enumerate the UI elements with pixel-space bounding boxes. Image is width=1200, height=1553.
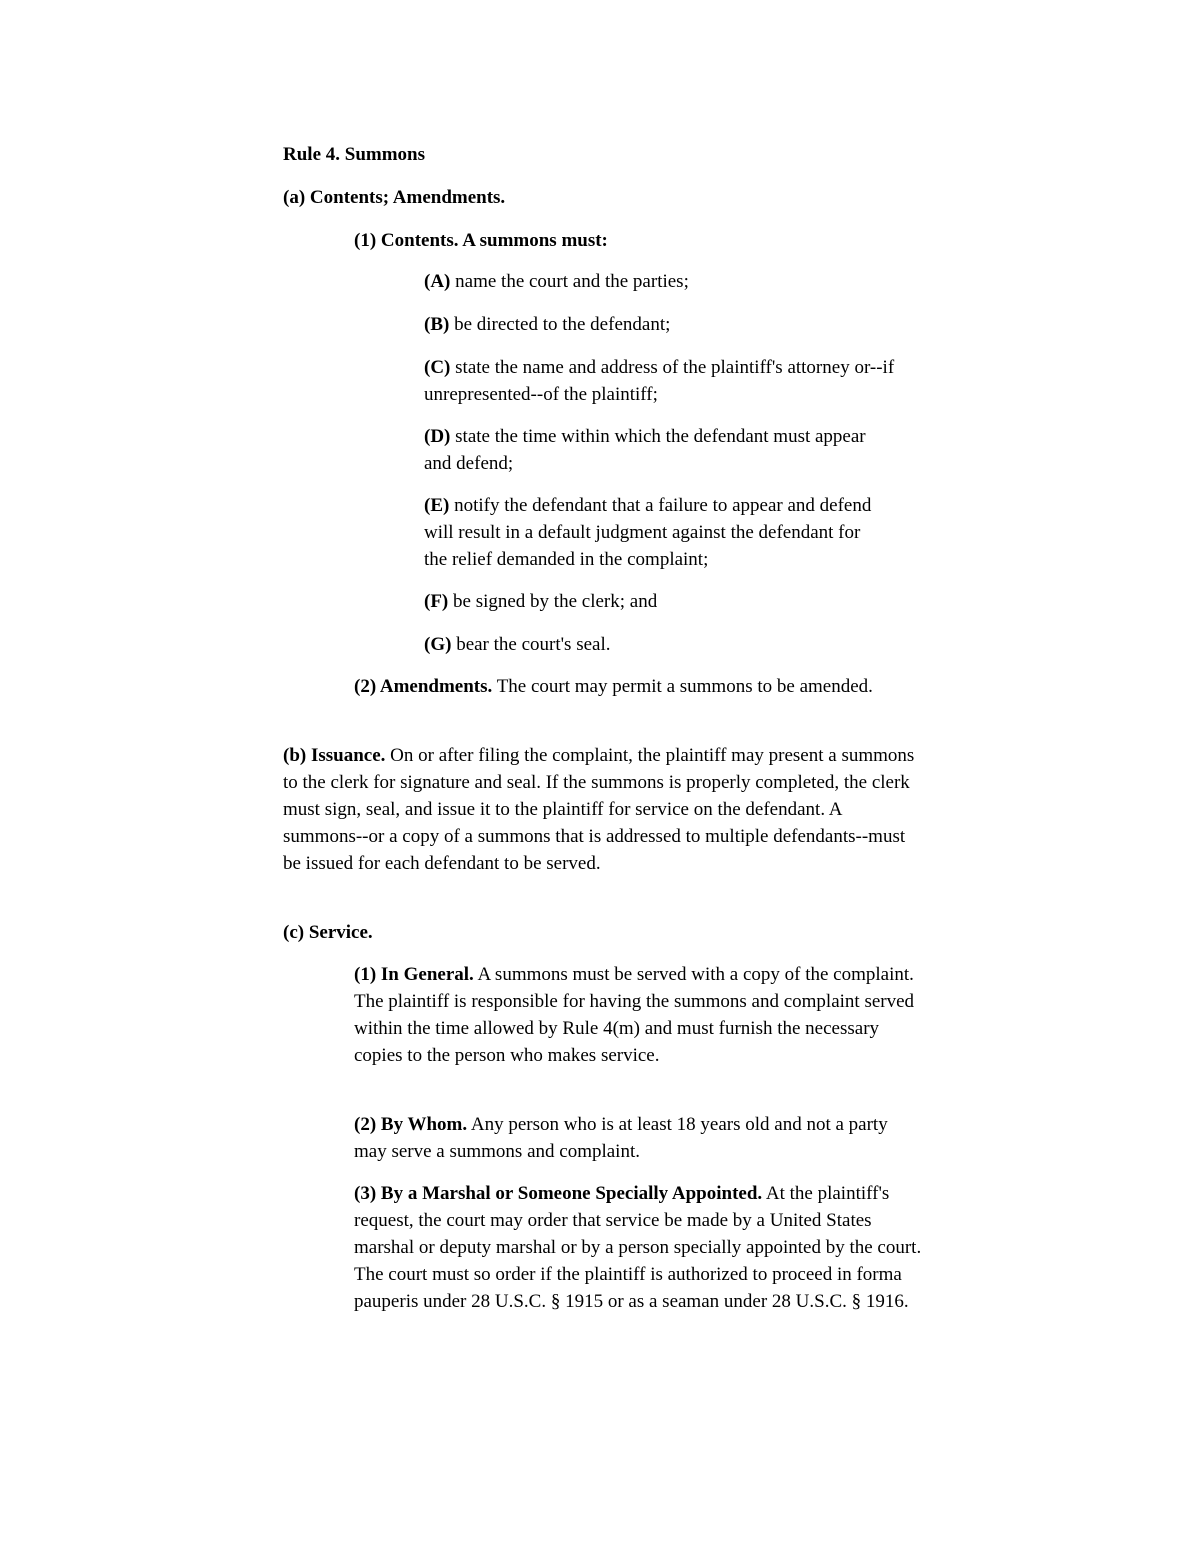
section-label: (b) Issuance. <box>283 745 386 766</box>
section-text: A summons must be served with a copy of the complaint. The plaintiff is responsible for having the summons and complaint served within the time allowed by Rule 4(m) and must furnish the necessary copies to the person who makes service. <box>354 964 915 1066</box>
item-label: (A) <box>424 271 451 292</box>
section-b <box>283 742 923 877</box>
section-label: (3) By a Marshal or Someone Specially Appointed. <box>354 1183 763 1204</box>
item-text: notify the defendant that a failure to appear and defend will result in a default judgment against the defendant for the relief demanded in the complaint; <box>424 495 872 570</box>
item-g <box>424 631 924 658</box>
section-label: (2) Amendments. <box>354 676 493 697</box>
section-c3 <box>354 1180 924 1315</box>
item-f <box>424 588 924 615</box>
section-label: (2) By Whom. <box>354 1114 468 1135</box>
item-text: state the name and address of the plaintiff's attorney or--if unrepresented--of the plaintiff; <box>424 357 895 405</box>
item-a <box>424 268 924 295</box>
section-c1 <box>354 961 924 1069</box>
section-text: On or after filing the complaint, the plaintiff may present a summons to the clerk for signature and seal. If the summons is properly completed, the clerk must sign, seal, and issue it to the plaintiff for service on the defendant. A summons--or a copy of a summons that is addressed to multiple defendants--must be issued for each defendant to be served. <box>283 745 915 874</box>
item-label: (F) <box>424 591 449 612</box>
section-a1-heading: (1) Contents. A summons must: <box>354 230 608 251</box>
item-text: be directed to the defendant; <box>449 314 671 335</box>
item-e <box>424 492 884 573</box>
section-text: The court may permit a summons to be amended. <box>492 676 873 697</box>
item-text: bear the court's seal. <box>451 634 611 655</box>
item-label: (G) <box>424 634 452 655</box>
section-a-heading: (a) Contents; Amendments. <box>283 187 506 208</box>
item-c <box>424 354 914 408</box>
item-text: name the court and the parties; <box>450 271 689 292</box>
item-label: (C) <box>424 357 451 378</box>
rule-title: Rule 4. Summons <box>283 144 425 165</box>
item-label: (E) <box>424 495 450 516</box>
item-label: (B) <box>424 314 450 335</box>
item-d <box>424 423 874 477</box>
item-text: state the time within which the defendant must appear and defend; <box>424 426 866 474</box>
section-text: At the plaintiff's request, the court may order that service be made by a United States marshal or deputy marshal or by a person specially appointed by the court. The court must so order if the plaintiff is authorized to proceed in forma pauperis under 28 U.S.C. § 1915 or as a seaman under 28 U.S.C. § 1916. <box>354 1183 922 1312</box>
section-label: (1) In General. <box>354 964 474 985</box>
item-label: (D) <box>424 426 451 447</box>
item-b <box>424 311 924 338</box>
section-c-heading: (c) Service. <box>283 922 373 943</box>
item-text: be signed by the clerk; and <box>448 591 658 612</box>
section-text: Any person who is at least 18 years old and not a party may serve a summons and complaint. <box>354 1114 888 1162</box>
section-c2 <box>354 1111 924 1165</box>
section-a2 <box>354 673 874 700</box>
